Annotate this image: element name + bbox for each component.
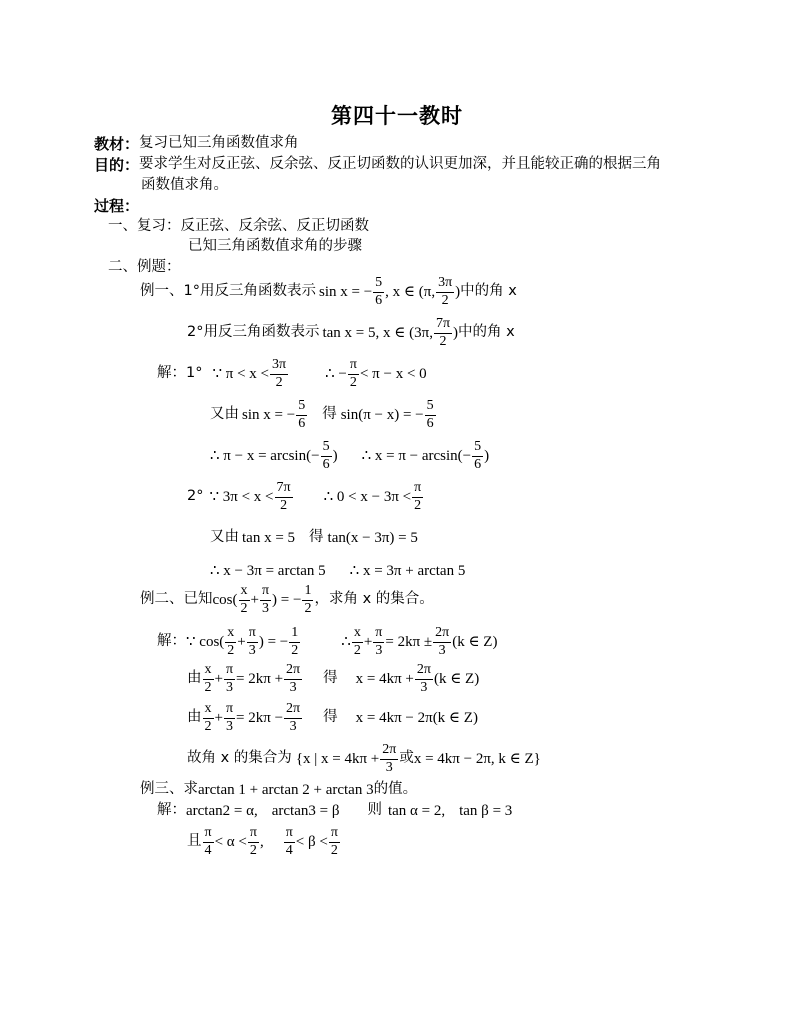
review-line-1: [108, 218, 369, 235]
ex3-q-tail: 的值。: [373, 781, 418, 798]
material-label: 教材：: [94, 135, 140, 153]
ex2-s3-fraction-c: [284, 702, 302, 734]
ex2-s3-expr-a: +: [214, 710, 223, 727]
ex2-s3-expr-b: = 2kπ −: [236, 710, 284, 727]
ex2-s2-fraction-a: [203, 663, 214, 695]
fraction-numerator: π: [247, 626, 258, 643]
ex2-s3-cn-b: 得: [323, 709, 338, 726]
process-line: [94, 197, 139, 215]
ex3-s2-fraction-c: [284, 826, 295, 858]
goal-text-2: 函数值求角。: [141, 177, 228, 193]
ex2-s1-label: 解：: [157, 633, 186, 650]
ex3-s1-cn: 则: [367, 802, 382, 819]
ex1-q1-expr-c: ): [455, 284, 461, 301]
ex1-s5-expr-a: tan x = 5: [242, 530, 296, 546]
ex2-q-lead: 例二、已知: [140, 591, 213, 608]
ex1-s4-expr-b: ∴ 0 < x − 3π <: [323, 489, 412, 506]
ex1-s3-expr-d: ): [484, 448, 490, 465]
fraction-numerator: 3π: [436, 276, 454, 293]
fraction-numerator: 2π: [284, 702, 302, 719]
material-line: [94, 135, 299, 153]
ex1-s3-expr-b: ): [332, 448, 338, 465]
fraction-numerator: π: [224, 702, 235, 719]
fraction-numerator: π: [329, 826, 340, 843]
fraction-denominator: 2: [353, 642, 361, 658]
fraction-denominator: 2: [330, 842, 338, 858]
ex2-q-expr-b: +: [250, 592, 259, 609]
ex2-s1-expr-a: ∵ cos(: [186, 634, 225, 651]
ex2-s1-expr-e: +: [363, 634, 373, 651]
ex2-s1-fraction-f: [433, 626, 451, 658]
fraction-denominator: 2: [280, 497, 288, 513]
fraction-numerator: π: [348, 358, 359, 375]
review-text-1: 一、复习：反正弦、反余弦、反正切函数: [108, 218, 369, 234]
ex1-s5-cn-a: 又由: [210, 529, 239, 546]
ex3-s2-expr-b: ,: [259, 834, 264, 851]
ex2-s1-expr-d: ∴: [341, 634, 351, 651]
ex2-s2-cn: 由: [187, 670, 202, 687]
fraction-denominator: 2: [204, 679, 212, 695]
fraction-numerator: 7π: [275, 481, 293, 498]
fraction-numerator: 2π: [415, 663, 433, 680]
fraction-numerator: π: [373, 626, 384, 643]
ex3-s2-expr-a: < α <: [214, 834, 247, 851]
ex2-s4-expr-b: x = 4kπ − 2π, k ∈ Z}: [413, 751, 541, 768]
fraction-denominator: 2: [204, 718, 212, 734]
fraction-numerator: 5: [321, 440, 332, 457]
material-text: 复习已知三角函数值求角: [139, 135, 299, 152]
ex1-s1-expr-b: ∴ −: [325, 366, 347, 383]
ex3-s1-label: 解：: [157, 802, 186, 819]
fraction-numerator: x: [352, 626, 363, 643]
fraction-denominator: 6: [426, 415, 434, 431]
fraction-denominator: 4: [285, 842, 293, 858]
fraction-denominator: 2: [291, 642, 299, 658]
fraction-denominator: 2: [275, 374, 283, 390]
fraction-numerator: 2π: [433, 626, 451, 643]
ex2-s3-fraction-b: [224, 702, 235, 734]
fraction-numerator: 1: [302, 584, 313, 601]
ex2-s1-fraction-b: [247, 626, 258, 658]
goal-label: 目的：: [94, 156, 140, 174]
ex2-s3-fraction-a: [203, 702, 214, 734]
fraction-numerator: π: [412, 481, 423, 498]
ex1-q2-lead: 2°用反三角函数表示: [187, 324, 320, 341]
fraction-numerator: x: [203, 702, 214, 719]
ex1-q1-lead: 例一、1°用反三角函数表示: [140, 283, 316, 300]
ex1-q2-fraction-a: [434, 317, 452, 349]
ex2-s1-fraction-c: [289, 626, 300, 658]
fraction-denominator: 6: [474, 456, 482, 472]
ex1-s3-expr-c: ∴ x = π − arcsin(−: [361, 448, 472, 465]
ex3-s2-cn: 且: [187, 833, 202, 850]
fraction-denominator: 3: [289, 718, 297, 734]
ex2-s4-fraction-a: [380, 743, 398, 775]
goal-line-2: [141, 177, 228, 194]
fraction-denominator: 6: [298, 415, 306, 431]
ex1-question-2: [187, 317, 515, 349]
ex2-s3-cn: 由: [187, 709, 202, 726]
ex1-s1-expr-c: < π − x < 0: [359, 366, 427, 383]
fraction-denominator: 3: [248, 642, 256, 658]
ex3-s1-expr-d: tan β = 3: [459, 803, 513, 819]
ex3-s2-fraction-b: [248, 826, 259, 858]
fraction-numerator: 3π: [270, 358, 288, 375]
ex2-s2-expr-b: = 2kπ +: [236, 671, 284, 688]
ex3-solution-line-2: [187, 826, 341, 858]
ex2-s2-expr-a: +: [214, 671, 223, 688]
ex3-q-lead: 例三、求: [140, 781, 198, 798]
examples-heading: [108, 259, 181, 276]
fraction-numerator: x: [225, 626, 236, 643]
fraction-numerator: π: [260, 584, 271, 601]
fraction-denominator: 3: [226, 679, 233, 695]
review-text-2: 已知三角函数值求角的步骤: [188, 238, 362, 254]
ex1-solution-line-5: [210, 529, 418, 547]
ex2-q-fraction-b: [260, 584, 271, 616]
ex2-s1-expr-b: +: [237, 634, 246, 651]
ex2-s1-fraction-a: [225, 626, 236, 658]
page-title: 第四十一教时: [331, 104, 463, 128]
ex1-q1-fraction-b: [436, 276, 454, 308]
ex2-q-tail: ，求角 x 的集合。: [314, 591, 434, 608]
ex2-s2-cn-b: 得: [323, 670, 338, 687]
ex1-q2-tail: 中的角 x: [458, 324, 515, 341]
fraction-denominator: 3: [385, 759, 393, 775]
ex1-s3-expr-a: ∴ π − x = arcsin(−: [210, 448, 320, 465]
ex1-s1-fraction-b: [348, 358, 359, 390]
ex1-s2-cn-b: 得: [322, 406, 337, 423]
fraction-denominator: 3: [289, 679, 297, 695]
ex1-s3-fraction-b: [472, 440, 483, 472]
fraction-denominator: 3: [226, 718, 233, 734]
fraction-numerator: x: [203, 663, 214, 680]
goal-text-1: 要求学生对反正弦、反余弦、反正切函数的认识更加深，并且能较正确的根据三角: [139, 156, 662, 173]
ex1-s2-cn-a: 又由: [210, 406, 239, 423]
ex2-s4-cn: 故角 x 的集合为: [187, 750, 292, 767]
ex1-s3-fraction-a: [321, 440, 332, 472]
ex2-solution-line-2: [187, 663, 479, 695]
fraction-denominator: 2: [441, 292, 449, 308]
ex1-s6-expr-a: ∴ x − 3π = arctan 5: [210, 563, 326, 579]
ex2-s1-fraction-d: [352, 626, 363, 658]
fraction-numerator: 7π: [434, 317, 452, 334]
fraction-numerator: π: [284, 826, 295, 843]
ex2-s4-cn-b: 或: [399, 750, 414, 767]
ex2-q-fraction-a: [239, 584, 250, 616]
ex2-solution-line-3: [187, 702, 478, 734]
fraction-denominator: 3: [420, 679, 428, 695]
ex1-s2-fraction-a: [296, 399, 307, 431]
fraction-numerator: 2π: [284, 663, 302, 680]
fraction-numerator: 5: [373, 276, 384, 293]
ex2-s1-fraction-e: [373, 626, 384, 658]
ex2-s2-fraction-d: [415, 663, 433, 695]
fraction-denominator: 4: [204, 842, 212, 858]
fraction-numerator: 5: [296, 399, 307, 416]
process-label: 过程：: [94, 197, 140, 215]
ex2-s1-expr-g: (k ∈ Z): [452, 634, 498, 651]
fraction-denominator: 2: [349, 374, 357, 390]
ex3-s2-fraction-d: [329, 826, 340, 858]
fraction-numerator: π: [248, 826, 259, 843]
fraction-denominator: 2: [240, 600, 248, 616]
ex1-q2-expr-a: tan x = 5, x ∈ (3π,: [322, 325, 433, 342]
ex1-solution-line-1: [157, 358, 427, 390]
ex3-solution-line-1: [157, 802, 512, 820]
ex2-solution-line-1: [157, 626, 497, 658]
ex1-s5-expr-b: tan(x − 3π) = 5: [327, 530, 418, 546]
ex3-s1-expr-c: tan α = 2,: [387, 803, 446, 819]
ex1-s1-label: 解：1°: [157, 365, 203, 382]
ex1-s2-expr-a: sin x = −: [242, 407, 296, 424]
ex2-q-expr-a: cos(: [212, 592, 238, 609]
ex1-s1-fraction-a: [270, 358, 288, 390]
ex2-s3-expr-c: x = 4kπ − 2π(k ∈ Z): [355, 710, 478, 727]
ex3-s1-expr-a: arctan2 = α,: [186, 803, 258, 819]
ex3-s2-expr-c: < β <: [295, 834, 328, 851]
fraction-denominator: 3: [438, 642, 446, 658]
fraction-numerator: 5: [472, 440, 483, 457]
fraction-denominator: 2: [414, 497, 422, 513]
ex2-s1-expr-f: = 2kπ ±: [385, 634, 433, 651]
ex1-solution-line-6: [210, 562, 465, 580]
fraction-denominator: 3: [262, 600, 269, 616]
ex1-s2-fraction-b: [425, 399, 436, 431]
ex1-question-1: [140, 276, 517, 308]
fraction-denominator: 2: [304, 600, 312, 616]
ex1-s4-fraction-b: [412, 481, 423, 513]
ex3-question: [140, 781, 417, 799]
fraction-numerator: 5: [425, 399, 436, 416]
ex1-s2-expr-b: sin(π − x) = −: [340, 407, 424, 424]
ex2-s4-expr-a: {x | x = 4kπ +: [295, 751, 380, 768]
ex1-q1-fraction-a: [373, 276, 384, 308]
ex3-s2-fraction-a: [203, 826, 214, 858]
examples-heading-text: 二、例题：: [108, 259, 181, 275]
fraction-denominator: 2: [249, 842, 257, 858]
ex1-solution-line-4: [187, 481, 424, 513]
ex1-solution-line-2: [210, 399, 437, 431]
ex1-s5-cn-b: 得: [309, 529, 324, 546]
ex2-question: [140, 584, 434, 616]
fraction-denominator: 2: [227, 642, 235, 658]
ex2-s2-expr-c: x = 4kπ +: [355, 671, 414, 688]
ex1-solution-line-3: [210, 440, 489, 472]
fraction-denominator: 3: [375, 642, 383, 658]
ex1-q1-expr-a: sin x = −: [318, 284, 373, 301]
fraction-denominator: 6: [375, 292, 383, 308]
ex2-q-expr-c: ) = −: [272, 592, 302, 609]
review-line-2: [188, 238, 362, 255]
fraction-denominator: 2: [439, 333, 447, 349]
ex2-s1-expr-c: ) = −: [258, 634, 289, 651]
ex1-s1-expr-a: ∵ π < x <: [212, 366, 270, 383]
ex3-s1-expr-b: arctan3 = β: [271, 803, 340, 819]
fraction-numerator: x: [239, 584, 250, 601]
fraction-denominator: 6: [322, 456, 330, 472]
ex2-s2-fraction-c: [284, 663, 302, 695]
ex1-q2-expr-b: ): [453, 325, 459, 342]
goal-line-1: [94, 156, 661, 174]
fraction-numerator: π: [203, 826, 214, 843]
fraction-numerator: 2π: [380, 743, 398, 760]
ex2-s2-expr-d: (k ∈ Z): [433, 671, 480, 688]
ex1-s4-expr-a: ∵ 3π < x <: [209, 489, 274, 506]
fraction-numerator: 1: [289, 626, 300, 643]
ex2-solution-line-4: [187, 743, 541, 775]
ex3-q-expr: arctan 1 + arctan 2 + arctan 3: [198, 782, 374, 798]
ex1-s4-label: 2°: [187, 488, 204, 505]
ex1-s4-fraction-a: [275, 481, 293, 513]
ex1-q1-tail: 中的角 x: [460, 283, 517, 300]
ex1-q1-expr-b: , x ∈ (π,: [385, 284, 436, 301]
ex2-q-fraction-c: [302, 584, 313, 616]
ex1-s6-expr-b: ∴ x = 3π + arctan 5: [349, 563, 466, 579]
fraction-numerator: π: [224, 663, 235, 680]
ex2-s2-fraction-b: [224, 663, 235, 695]
